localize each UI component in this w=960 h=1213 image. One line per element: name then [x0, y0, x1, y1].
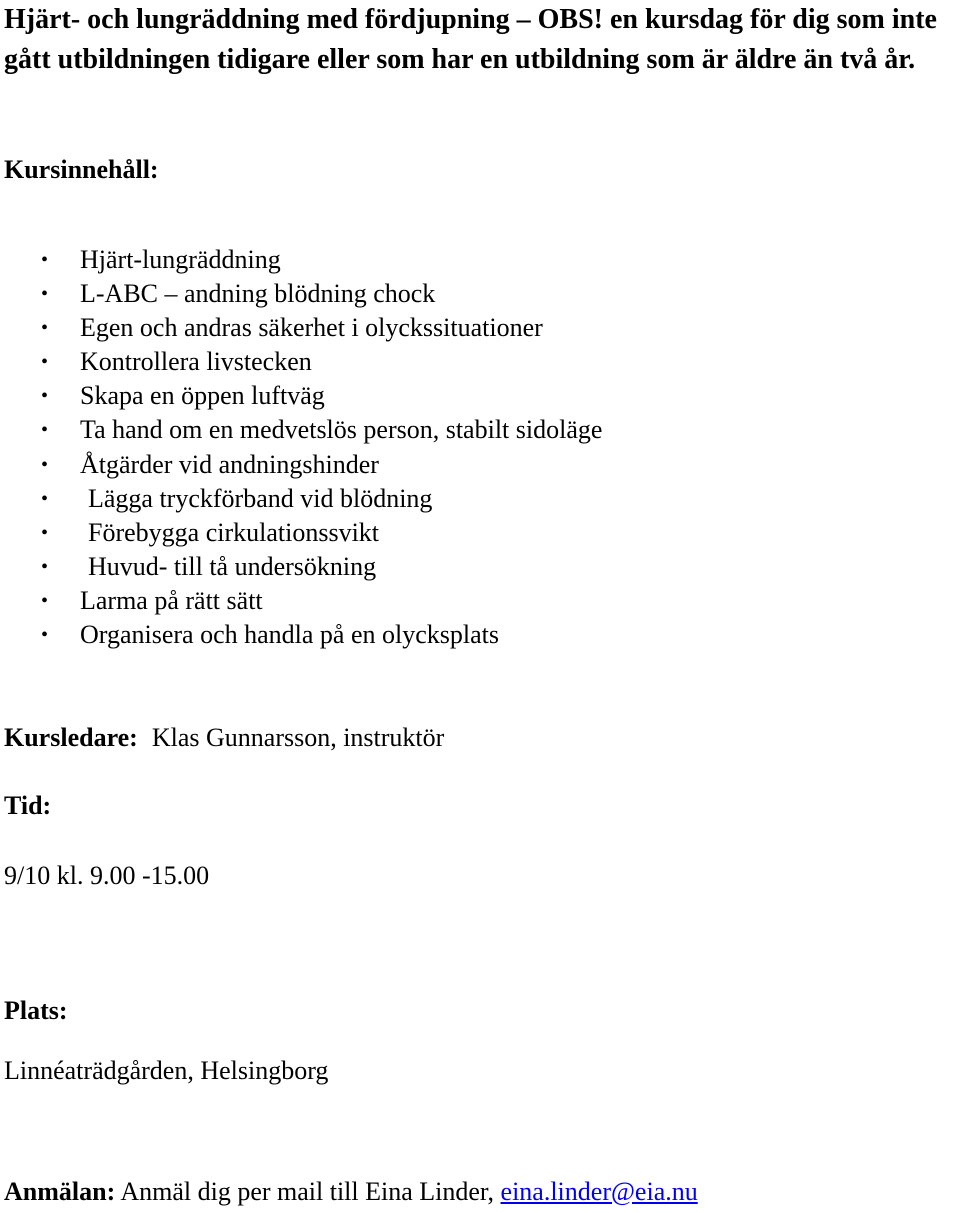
bullet-icon: • — [41, 555, 49, 578]
list-item-text: Larma på rätt sätt — [80, 585, 263, 615]
time-value: 9/10 kl. 9.00 -15.00 — [4, 861, 210, 890]
bullet-icon: • — [41, 249, 49, 271]
bullet-icon: • — [41, 351, 49, 374]
list-item-text: Organisera och handla på en olycksplats — [80, 620, 499, 650]
bullet-icon: • — [41, 419, 49, 442]
bullet-icon: • — [41, 283, 49, 306]
instructor-line — [4, 722, 444, 754]
place-value: Linnéaträdgården, Helsingborg — [4, 1056, 329, 1085]
instructor-value: Klas Gunnarsson, instruktör — [151, 723, 445, 752]
list-item-text: L-ABC – andning blödning chock — [80, 279, 436, 309]
list-item-text: Förebygga cirkulationssvikt — [88, 517, 380, 547]
course-headline: Hjärt- och lungräddning med fördjupning – OBS! en kursdag för dig som inte gått utbildningen tidigare eller som har en utbildning som är äldre än två år. — [4, 4, 937, 75]
bullet-icon: • — [41, 385, 49, 408]
list-item-text: Skapa en öppen luftväg — [80, 381, 325, 411]
list-item-text: Hjärt-lungräddning — [80, 245, 281, 274]
time-heading: Tid: — [4, 791, 52, 820]
bullet-icon: • — [41, 317, 49, 340]
list-item-text: Kontrollera livstecken — [80, 347, 312, 377]
registration-text: Anmäl dig per mail till Eina Linder, — [120, 1177, 495, 1206]
bullet-icon: • — [41, 453, 49, 476]
instructor-label: Kursledare: — [4, 723, 138, 752]
bullet-icon: • — [41, 521, 49, 544]
registration-email-link[interactable]: eina.linder@eia.nu — [500, 1177, 698, 1206]
list-item-text: Åtgärder vid andningshinder — [80, 449, 379, 479]
list-item-text: Huvud- till tå undersökning — [88, 551, 377, 581]
bullet-icon: • — [41, 624, 49, 647]
list-item-text: Egen och andras säkerhet i olyckssituationer — [80, 313, 543, 343]
list-item-text: Ta hand om en medvetslös person, stabilt sidoläge — [80, 415, 603, 445]
place-heading: Plats: — [4, 996, 68, 1025]
registration-line — [4, 1176, 698, 1208]
course-content-heading: Kursinnehåll: — [4, 155, 159, 184]
bullet-icon: • — [41, 589, 49, 612]
list-item-text: Lägga tryckförband vid blödning — [88, 483, 433, 513]
bullet-icon: • — [41, 487, 49, 510]
registration-label: Anmälan: — [4, 1177, 116, 1206]
